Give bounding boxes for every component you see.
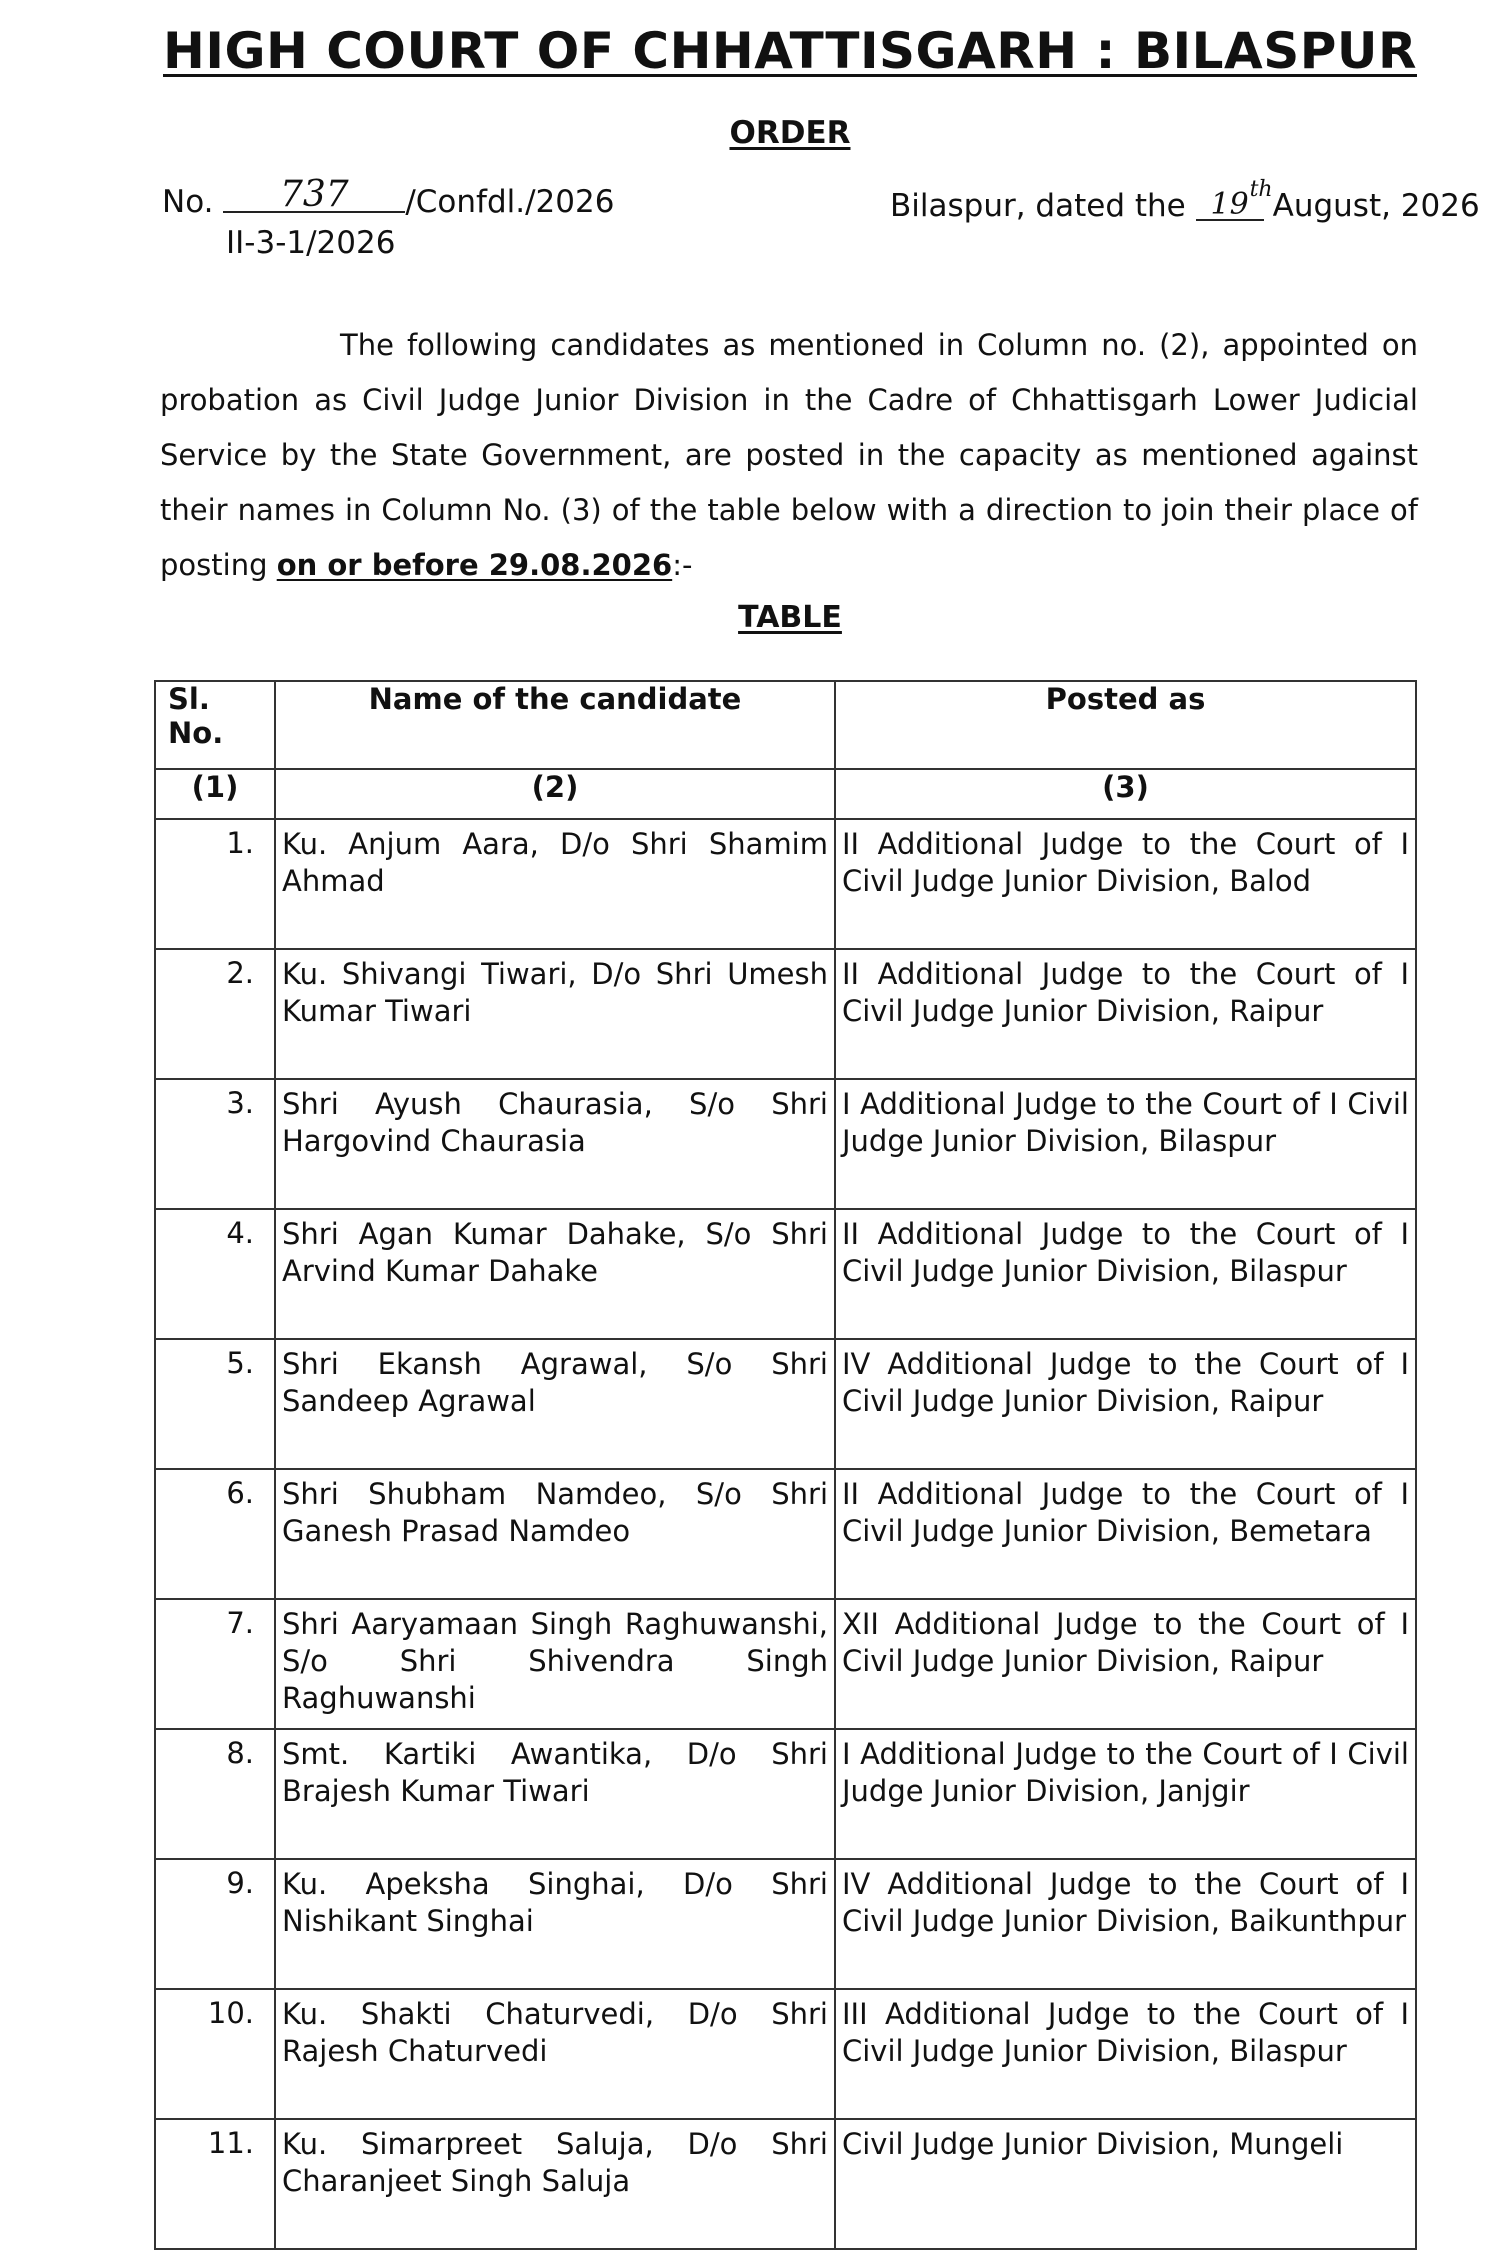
order-heading: ORDER [729, 115, 851, 151]
posting: II Additional Judge to the Court of I Civil Judge Junior Division, Bemetara [835, 1469, 1416, 1599]
table-row [155, 1469, 1416, 1599]
row-sl-no: 4. [155, 1209, 275, 1339]
posting: II Additional Judge to the Court of I Civil Judge Junior Division, Bilaspur [835, 1209, 1416, 1339]
candidate-name: Ku. Apeksha Singhai, D/o Shri Nishikant Singhai [275, 1859, 835, 1989]
row-sl-no: 10. [155, 1989, 275, 2119]
candidate-name: Ku. Shivangi Tiwari, D/o Shri Umesh Kumar Tiwari [275, 949, 835, 1079]
candidate-name: Smt. Kartiki Awantika, D/o Shri Brajesh Kumar Tiwari [275, 1729, 835, 1859]
handwritten-day-suffix: th [1249, 177, 1273, 202]
header-sl-no: Sl. No. [155, 681, 275, 769]
row-sl-no: 7. [155, 1599, 275, 1729]
candidate-name: Ku. Anjum Aara, D/o Shri Shamim Ahmad [275, 819, 835, 949]
table-row [155, 1989, 1416, 2119]
table-row [155, 1729, 1416, 1859]
order-body-text: The following candidates as mentioned in Column no. (2), appointed on probation as Civil Judge Junior Division in the Cadre of Chhattisgarh Lower Judicial Service by the State Government, are posted in the capacity as mentioned against their names in Column No. (3) of the table below with a direction to join their place of posting [160, 328, 1418, 582]
candidate-name: Shri Ekansh Agrawal, S/o Shri Sandeep Agrawal [275, 1339, 835, 1469]
reference-prefix: No. [162, 184, 214, 220]
candidate-name: Shri Aaryamaan Singh Raghuwanshi, S/o Shri Shivendra Singh Raghuwanshi [275, 1599, 835, 1729]
table-caption: TABLE [738, 600, 842, 635]
posting: III Additional Judge to the Court of I Civil Judge Junior Division, Bilaspur [835, 1989, 1416, 2119]
table-row [155, 1209, 1416, 1339]
table-row [155, 1859, 1416, 1989]
table-row [155, 1339, 1416, 1469]
candidate-name: Ku. Shakti Chaturvedi, D/o Shri Rajesh Chaturvedi [275, 1989, 835, 2119]
row-sl-no: 2. [155, 949, 275, 1079]
row-sl-no: 5. [155, 1339, 275, 1469]
header-posted-as: Posted as [835, 681, 1416, 769]
handwritten-day: 19 [1196, 191, 1264, 221]
posting: XII Additional Judge to the Court of I Civil Judge Junior Division, Raipur [835, 1599, 1416, 1729]
column-number: (2) [275, 769, 835, 819]
reference-suffix: /Confdl./2026 [405, 184, 615, 220]
row-sl-no: 9. [155, 1859, 275, 1989]
table-row [155, 819, 1416, 949]
order-body-ending: :- [672, 548, 693, 582]
posting: II Additional Judge to the Court of I Civil Judge Junior Division, Balod [835, 819, 1416, 949]
posting: I Additional Judge to the Court of I Civil Judge Junior Division, Bilaspur [835, 1079, 1416, 1209]
handwritten-order-number: 737 [223, 179, 405, 213]
row-sl-no: 8. [155, 1729, 275, 1859]
table-row [155, 1079, 1416, 1209]
header-candidate-name: Name of the candidate [275, 681, 835, 769]
joining-deadline: on or before 29.08.2026 [276, 548, 673, 582]
candidate-name: Shri Shubham Namdeo, S/o Shri Ganesh Prasad Namdeo [275, 1469, 835, 1599]
table-row [155, 949, 1416, 1079]
file-code: II-3-1/2026 [226, 225, 396, 261]
row-sl-no: 3. [155, 1079, 275, 1209]
candidate-name: Shri Ayush Chaurasia, S/o Shri Hargovind Chaurasia [275, 1079, 835, 1209]
candidate-name: Shri Agan Kumar Dahake, S/o Shri Arvind Kumar Dahake [275, 1209, 835, 1339]
column-number-row [155, 769, 1416, 819]
column-number: (3) [835, 769, 1416, 819]
date-rest: August, 2026 [1272, 188, 1480, 224]
table-row [155, 1599, 1416, 1729]
order-date [890, 177, 1480, 224]
posting: II Additional Judge to the Court of I Civil Judge Junior Division, Raipur [835, 949, 1416, 1079]
candidate-name: Ku. Simarpreet Saluja, D/o Shri Charanjeet Singh Saluja [275, 2119, 835, 2249]
table-row [155, 2119, 1416, 2249]
row-sl-no: 11. [155, 2119, 275, 2249]
reference-number [162, 174, 615, 220]
posting-table [154, 680, 1417, 2250]
court-title: HIGH COURT OF CHHATTISGARH : BILASPUR [163, 22, 1417, 80]
posting: Civil Judge Junior Division, Mungeli [835, 2119, 1416, 2249]
order-body [160, 318, 1418, 593]
date-prefix: Bilaspur, dated the [890, 188, 1186, 224]
posting: IV Additional Judge to the Court of I Civil Judge Junior Division, Raipur [835, 1339, 1416, 1469]
posting: IV Additional Judge to the Court of I Civil Judge Junior Division, Baikunthpur [835, 1859, 1416, 1989]
posting: I Additional Judge to the Court of I Civil Judge Junior Division, Janjgir [835, 1729, 1416, 1859]
row-sl-no: 6. [155, 1469, 275, 1599]
column-number: (1) [155, 769, 275, 819]
row-sl-no: 1. [155, 819, 275, 949]
table-header-row [155, 681, 1416, 769]
